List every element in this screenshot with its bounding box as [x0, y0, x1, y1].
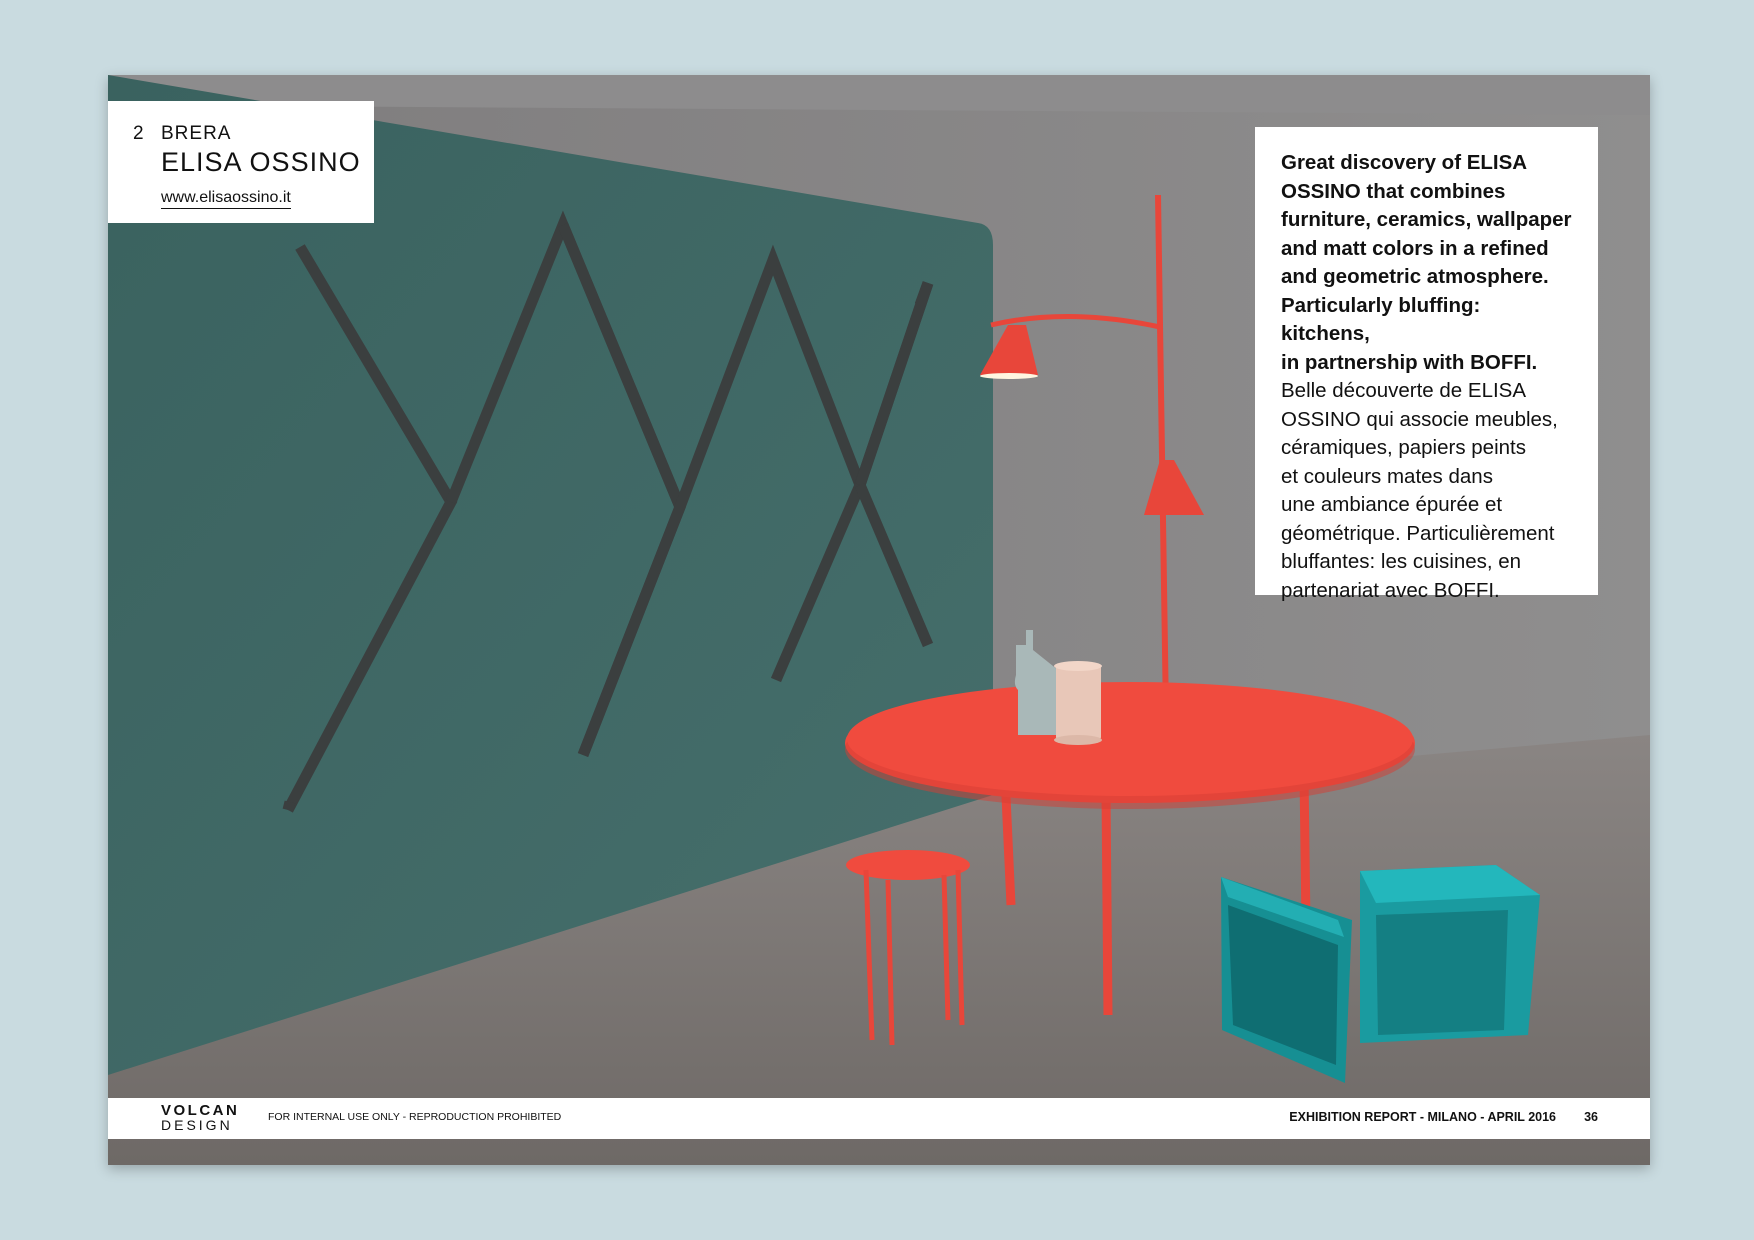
page-number: 36 — [1584, 1110, 1598, 1124]
en-line: furniture, ceramics, wallpaper — [1281, 208, 1572, 231]
logo-top-text: VOLCAN — [161, 1102, 240, 1119]
page-footer — [108, 1098, 1650, 1139]
logo-bottom-text: DESIGN — [161, 1117, 233, 1133]
fr-line: et couleurs mates dans — [1281, 464, 1493, 488]
designer-name: ELISA OSSINO — [161, 147, 361, 177]
description-english — [1281, 149, 1572, 377]
fr-line: bluffantes: les cuisines, en — [1281, 550, 1522, 573]
en-line: OSSINO that combines — [1281, 179, 1506, 203]
title-box — [108, 101, 374, 223]
fr-line: céramiques, papiers peints — [1281, 436, 1526, 459]
fr-line: Belle découverte de ELISA — [1281, 379, 1527, 402]
fr-line: OSSINO qui associe meubles, — [1281, 407, 1558, 431]
fr-line: géométrique. Particulièrement — [1281, 521, 1555, 545]
fr-line: partenariat avec BOFFI. — [1281, 578, 1500, 602]
en-line: Particularly bluffing: kitchens, — [1281, 293, 1481, 345]
internal-notice: FOR INTERNAL USE ONLY - REPRODUCTION PROHIBITED — [268, 1111, 562, 1123]
description-box — [1255, 127, 1598, 602]
magazine-page — [108, 75, 1650, 1165]
en-line: and matt colors in a refined — [1281, 236, 1549, 260]
en-line: in partnership with BOFFI. — [1281, 350, 1538, 374]
fr-line: une ambiance épurée et — [1281, 493, 1503, 516]
area-label: BRERA — [161, 123, 232, 144]
website-link[interactable]: www.elisaossino.it — [161, 189, 291, 209]
volcan-design-logo — [161, 1104, 241, 1132]
en-line: and geometric atmosphere. — [1281, 265, 1549, 288]
description-french — [1281, 377, 1572, 605]
en-line: Great discovery of ELISA — [1281, 151, 1528, 174]
report-title: EXHIBITION REPORT - MILANO - APRIL 2016 — [1289, 1110, 1556, 1124]
entry-number: 2 — [133, 123, 145, 144]
